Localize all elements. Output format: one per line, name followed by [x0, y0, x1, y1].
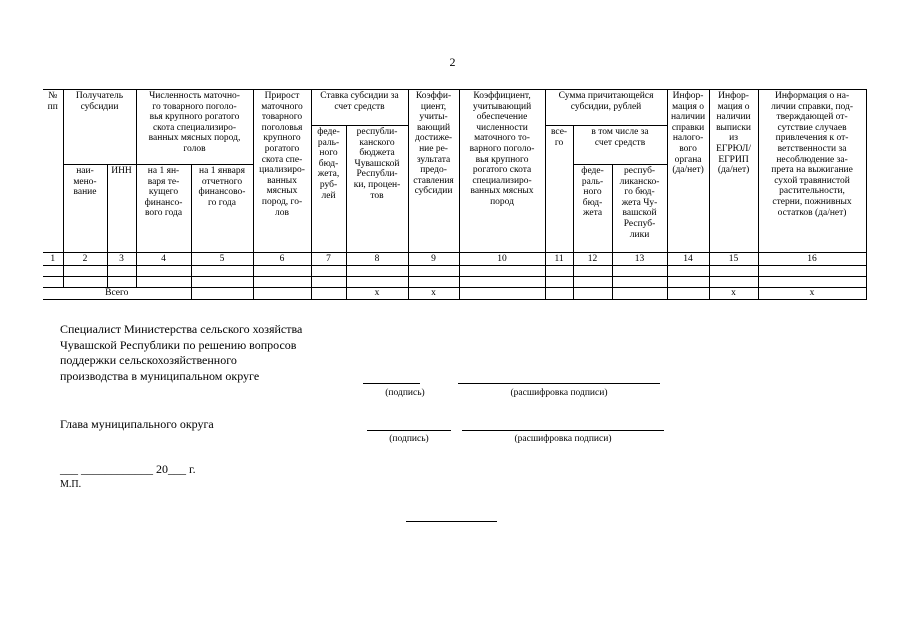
header-herd-report: на 1 января отчетного финансово- го года: [191, 165, 253, 253]
column-number: 10: [459, 253, 545, 266]
header-sum-federal: феде- раль- ного бюд- жета: [573, 165, 612, 253]
table-cell: [43, 266, 63, 277]
column-number: 6: [253, 253, 311, 266]
header-rate: Ставка субсидии за счет средств: [311, 90, 408, 126]
column-number: 4: [136, 253, 191, 266]
specialist-decoding-caption: (расшифровка подписи): [510, 388, 608, 398]
column-number-row: [43, 253, 866, 266]
table-cell: [43, 277, 63, 288]
column-number: 12: [573, 253, 612, 266]
column-number: 14: [667, 253, 709, 266]
header-growth: Прирост маточного товарного поголовья крупного рогатого скота спе- циализиро- ванных мясных пород, го- лов: [253, 90, 311, 253]
table-cell: [136, 277, 191, 288]
specialist-signature-line: [363, 383, 420, 384]
table-cell: [573, 277, 612, 288]
table-cell: [311, 266, 346, 277]
table-cell: [459, 277, 545, 288]
head-title: Глава муниципального округа: [60, 417, 214, 431]
table-cell: [63, 266, 107, 277]
header-sum-total: все- го: [545, 126, 573, 253]
table-cell: [191, 277, 253, 288]
total-cell: [253, 288, 311, 300]
column-number: 5: [191, 253, 253, 266]
total-row: [43, 288, 866, 300]
table-cell: [667, 266, 709, 277]
head-signature-line: [367, 430, 451, 431]
specialist-title: Специалист Министерства сельского хозяйства Чувашской Республики по решению вопросов поддержки сельскохозяйственного производства в муниципальном округе: [60, 322, 303, 383]
total-cell: x: [408, 288, 459, 300]
column-number: 2: [63, 253, 107, 266]
table-cell: [709, 277, 758, 288]
table-row: [43, 277, 866, 288]
column-number: 1: [43, 253, 63, 266]
table-cell: [346, 277, 408, 288]
header-recipient-inn: ИНН: [107, 165, 136, 253]
table-cell: [459, 266, 545, 277]
table-cell: [408, 277, 459, 288]
header-sum-incl: в том числе за счет средств: [573, 126, 667, 165]
total-cell: [311, 288, 346, 300]
total-cell: x: [709, 288, 758, 300]
table-cell: [667, 277, 709, 288]
table-cell: [573, 266, 612, 277]
table-cell: [612, 266, 667, 277]
column-number: 9: [408, 253, 459, 266]
head-decoding-caption: (расшифровка подписи): [514, 434, 612, 444]
table-cell: [709, 266, 758, 277]
table-cell: [191, 266, 253, 277]
header-coef-result: Коэффи- циент, учиты- вающий достиже- ние ре- зультата предо- ставления субсидии: [408, 90, 459, 253]
header-rate-republic: республи- канского бюджета Чувашской Республи- ки, процен- тов: [346, 126, 408, 253]
specialist-decoding-line: [458, 383, 660, 384]
total-cell: [667, 288, 709, 300]
table-cell: [253, 277, 311, 288]
head-signature-caption: (подпись): [389, 434, 429, 444]
table-cell: [346, 266, 408, 277]
table-cell: [758, 266, 866, 277]
table-cell: [136, 266, 191, 277]
table-cell: [107, 266, 136, 277]
header-info-egr: Инфор- мация о наличии выписки из ЕГРЮЛ/ ЕГРИП (да/нет): [709, 90, 758, 253]
header-herd: Численность маточно- го товарного поголо- вья крупного рогатого скота специализиро- ванных мясных пород, голов: [136, 90, 253, 165]
header-herd-current: на 1 ян- варя те- кущего финансо- вого года: [136, 165, 191, 253]
header-num: № пп: [43, 90, 63, 253]
table-cell: [311, 277, 346, 288]
header-sum-republic: респуб- ликанско- го бюд- жета Чу- вашской Респуб- лики: [612, 165, 667, 253]
table-cell: [545, 266, 573, 277]
table-cell: [545, 277, 573, 288]
specialist-signature-caption: (подпись): [385, 388, 425, 398]
header-info-cert: Информация о на- личии справки, под- тверждающей от- сутствие случаев привлечения к от- ветственности за несоблюдение за- прета на выжигание сухой травянистой растительности, стерни, пожнивных остатков (да/нет): [758, 90, 866, 253]
header-info-tax: Инфор- мация о наличии справки налого- вого органа (да/нет): [667, 90, 709, 253]
column-number: 8: [346, 253, 408, 266]
column-number: 11: [545, 253, 573, 266]
total-cell: [459, 288, 545, 300]
subsidy-table: [43, 89, 867, 300]
table-cell: [253, 266, 311, 277]
header-coef-herd: Коэффициент, учитывающий обеспечение численности маточного то- варного поголо- вья крупного рогатого скота специализиро- ванных мясных пород: [459, 90, 545, 253]
total-cell: [545, 288, 573, 300]
closing-separator: [406, 521, 497, 522]
page-number: 2: [449, 55, 456, 69]
total-cell: [612, 288, 667, 300]
header-recipient: Получатель субсидии: [63, 90, 136, 165]
table-cell: [612, 277, 667, 288]
total-cell: x: [346, 288, 408, 300]
date-line: ___ ____________ 20___ г.: [60, 462, 196, 476]
column-number: 7: [311, 253, 346, 266]
column-number: 3: [107, 253, 136, 266]
total-cell: x: [758, 288, 866, 300]
total-label: Всего: [43, 288, 191, 300]
total-cell: [191, 288, 253, 300]
column-number: 15: [709, 253, 758, 266]
column-number: 13: [612, 253, 667, 266]
table-cell: [107, 277, 136, 288]
header-sum: Сумма причитающейся субсидии, рублей: [545, 90, 667, 126]
table-cell: [63, 277, 107, 288]
header-rate-federal: феде- раль- ного бюд- жета, руб- лей: [311, 126, 346, 253]
table-row: [43, 266, 866, 277]
total-cell: [573, 288, 612, 300]
stamp-label: М.П.: [60, 479, 82, 490]
table-cell: [408, 266, 459, 277]
header-recipient-name: наи- мено- вание: [63, 165, 107, 253]
head-decoding-line: [462, 430, 664, 431]
table-cell: [758, 277, 866, 288]
column-number: 16: [758, 253, 866, 266]
